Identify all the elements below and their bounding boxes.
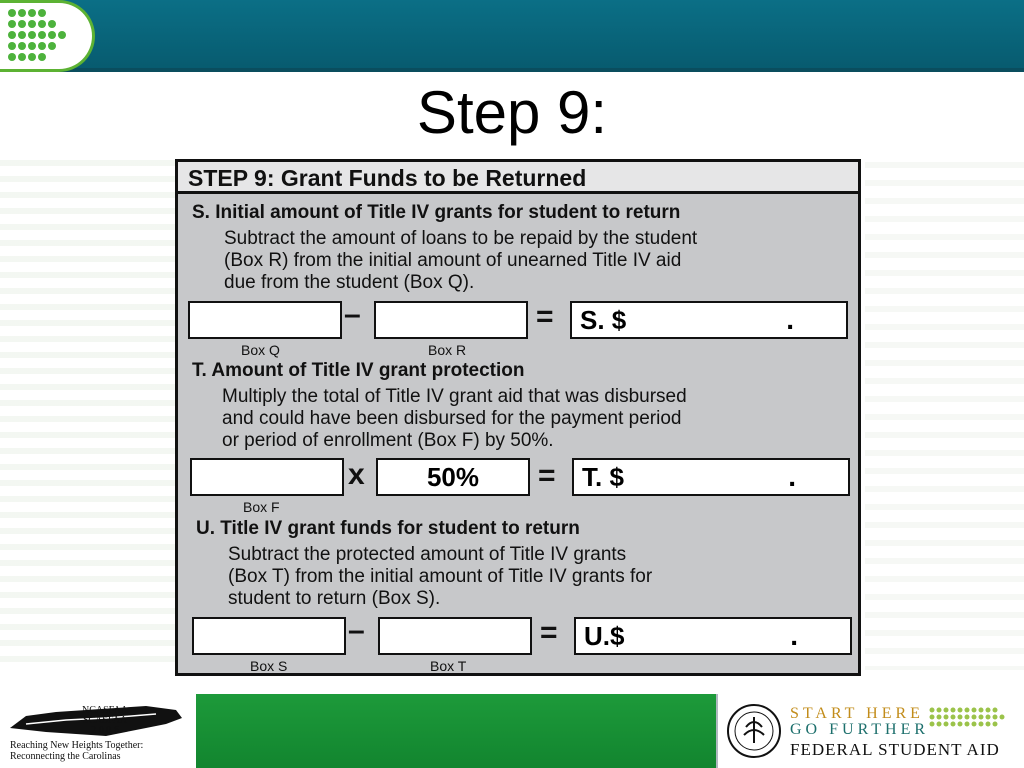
logo	[0, 0, 95, 72]
tagline-line: Reaching New Heights Together:	[10, 740, 144, 751]
result-label: U.$	[584, 621, 625, 651]
decorative-stripes-left	[0, 150, 175, 670]
conference-line: NCASFAA	[82, 705, 128, 716]
box-s-result[interactable]	[570, 301, 848, 339]
box-r-label: Box R	[428, 342, 467, 358]
section-u-line: Subtract the protected amount of Title IV grants	[228, 544, 627, 565]
minus-operator: –	[348, 614, 365, 647]
section-t-line: and could have been disbursed for the payment period	[222, 408, 682, 429]
equals-operator: =	[540, 616, 558, 649]
header-bar	[0, 0, 1024, 72]
tagline-line: Reconnecting the Carolinas	[10, 751, 121, 762]
fsa-start-here: START HERE	[790, 705, 924, 722]
box-t-result[interactable]	[572, 458, 850, 496]
box-f-label: Box F	[243, 499, 280, 515]
section-t-heading: T. Amount of Title IV grant protection	[192, 360, 525, 381]
equals-operator: =	[536, 300, 554, 333]
minus-operator: –	[344, 298, 361, 331]
conference-year: 2 0 0 6	[91, 725, 119, 736]
decimal-point: .	[790, 620, 798, 651]
section-u-body	[228, 544, 868, 610]
department-seal-icon	[726, 703, 782, 759]
dot-pattern-icon	[928, 706, 1008, 736]
section-u-line: (Box T) from the initial amount of Title IV grants for	[228, 566, 653, 587]
fsa-logo	[716, 694, 1024, 768]
conference-logo	[0, 694, 196, 768]
result-label: S. $	[580, 305, 627, 335]
multiply-operator: x	[348, 458, 365, 491]
conference-line: SCASFAA	[82, 715, 128, 726]
conference-tagline	[10, 740, 143, 762]
decimal-point: .	[788, 461, 796, 492]
section-t-body	[222, 386, 862, 452]
section-s-line: (Box R) from the initial amount of unearned Title IV aid	[224, 250, 682, 271]
decorative-stripes-right	[865, 150, 1024, 670]
section-s-body	[224, 228, 864, 294]
box-q-label: Box Q	[241, 342, 280, 358]
box-r-input[interactable]	[374, 301, 528, 339]
section-u-heading: U. Title IV grant funds for student to return	[196, 518, 580, 539]
box-s-input[interactable]	[192, 617, 346, 655]
section-s-heading: S. Initial amount of Title IV grants for student to return	[192, 202, 681, 223]
section-s-line: Subtract the amount of loans to be repaid by the student	[224, 228, 698, 249]
decimal-point: .	[786, 304, 794, 335]
box-t-label: Box T	[430, 658, 467, 674]
slide-title: Step 9:	[416, 79, 608, 146]
section-s-line: due from the student (Box Q).	[224, 272, 475, 293]
box-f-input[interactable]	[190, 458, 344, 496]
footer-green-bar	[196, 694, 716, 768]
box-s-label: Box S	[250, 658, 288, 674]
box-u-result[interactable]	[574, 617, 852, 655]
step9-form	[175, 159, 861, 676]
section-t-line: Multiply the total of Title IV grant aid that was disbursed	[222, 386, 687, 407]
section-t-line: or period of enrollment (Box F) by 50%.	[222, 430, 554, 451]
box-q-input[interactable]	[188, 301, 342, 339]
dot-logo-icon	[6, 7, 76, 69]
section-u-line: student to return (Box S).	[228, 588, 441, 609]
fsa-go-further: GO FURTHER	[790, 721, 930, 738]
fsa-federal-student-aid: FEDERAL STUDENT AID	[790, 740, 1000, 759]
fifty-percent-box: 50%	[376, 458, 530, 496]
form-header: STEP 9: Grant Funds to be Returned	[178, 162, 858, 194]
conference-name	[82, 706, 128, 736]
equals-operator: =	[538, 459, 556, 492]
result-label: T. $	[582, 462, 624, 492]
box-t-input[interactable]	[378, 617, 532, 655]
